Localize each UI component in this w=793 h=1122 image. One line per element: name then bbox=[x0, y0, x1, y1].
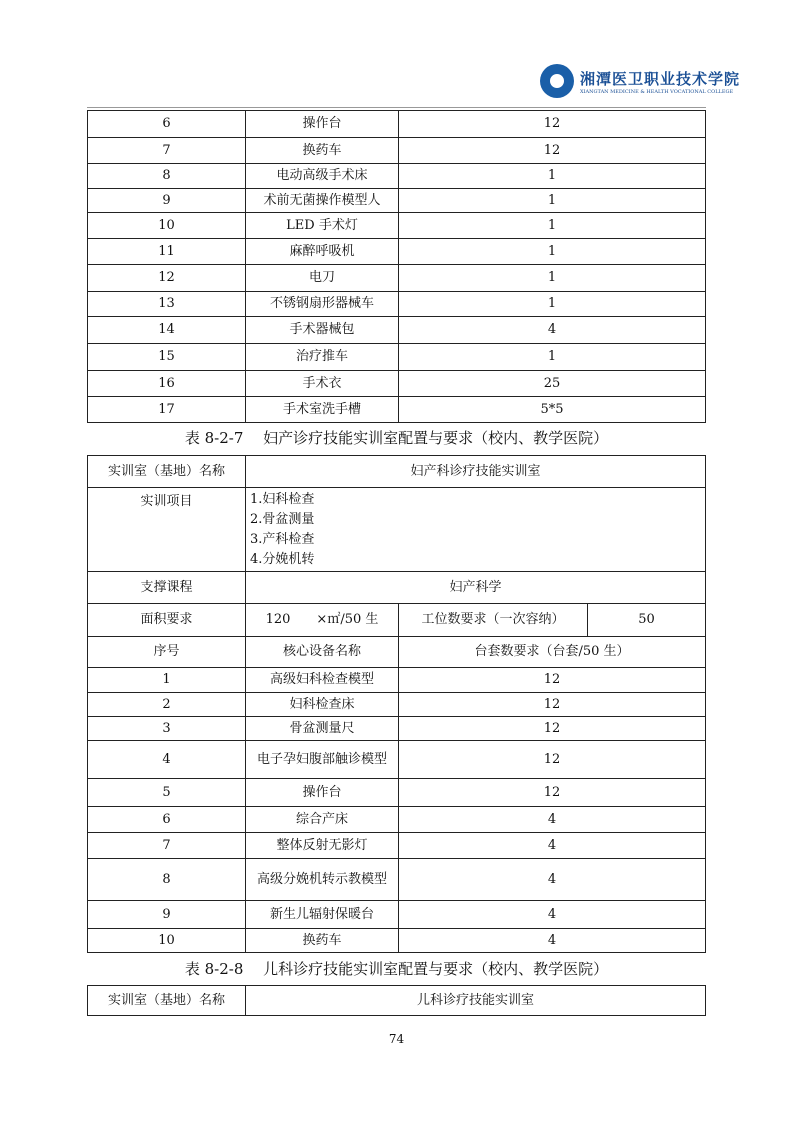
table-row bbox=[88, 901, 706, 929]
room-value: 儿科诊疗技能实训室 bbox=[246, 986, 706, 1016]
equipment-name: 换药车 bbox=[246, 929, 399, 953]
equipment-name: 整体反射无影灯 bbox=[246, 833, 399, 859]
project-item: 3.产科检查 bbox=[250, 531, 315, 547]
table-caption-8-2-8: 表 8-2-8 儿科诊疗技能实训室配置与要求（校内、教学医院） bbox=[184, 960, 609, 978]
table-caption-8-2-7: 表 8-2-7 妇产诊疗技能实训室配置与要求（校内、教学医院） bbox=[184, 429, 609, 447]
equipment-table-continued bbox=[87, 110, 706, 423]
pediatrics-lab-table bbox=[87, 985, 706, 1016]
quantity: 1 bbox=[399, 189, 706, 213]
table-row bbox=[88, 807, 706, 833]
project-item: 1.妇科检查 bbox=[250, 491, 315, 507]
area-label: 面积要求 bbox=[88, 604, 246, 637]
equipment-name: 电动高级手术床 bbox=[246, 164, 399, 189]
table-row bbox=[88, 668, 706, 693]
index: 4 bbox=[88, 741, 246, 779]
col-header-index: 序号 bbox=[88, 637, 246, 668]
quantity: 1 bbox=[399, 239, 706, 265]
table-row bbox=[88, 317, 706, 344]
quantity: 4 bbox=[399, 929, 706, 953]
table-row bbox=[88, 239, 706, 265]
area-value: 120 ×㎡/50 生 bbox=[246, 604, 399, 637]
station-label: 工位数要求（一次容纳） bbox=[399, 604, 588, 637]
index: 17 bbox=[88, 397, 246, 423]
equipment-name: 术前无菌操作模型人 bbox=[246, 189, 399, 213]
quantity: 1 bbox=[399, 292, 706, 317]
quantity: 4 bbox=[399, 901, 706, 929]
project-list bbox=[246, 488, 706, 572]
index: 10 bbox=[88, 929, 246, 953]
equipment-name: 治疗推车 bbox=[246, 344, 399, 371]
course-label: 支撑课程 bbox=[88, 572, 246, 604]
col-header-name: 核心设备名称 bbox=[246, 637, 399, 668]
equipment-name: 骨盆测量尺 bbox=[246, 717, 399, 741]
equipment-name: 高级妇科检查模型 bbox=[246, 668, 399, 693]
equipment-name: 高级分娩机转示教模型 bbox=[246, 859, 399, 901]
quantity: 5*5 bbox=[399, 397, 706, 423]
header-rule bbox=[87, 107, 706, 108]
equipment-name: 综合产床 bbox=[246, 807, 399, 833]
quantity: 12 bbox=[399, 111, 706, 138]
table-row bbox=[88, 717, 706, 741]
equipment-name: 麻醉呼吸机 bbox=[246, 239, 399, 265]
index: 10 bbox=[88, 213, 246, 239]
index: 8 bbox=[88, 859, 246, 901]
equipment-name: 妇科检查床 bbox=[246, 693, 399, 717]
equipment-name: 手术器械包 bbox=[246, 317, 399, 344]
college-logo bbox=[540, 64, 740, 98]
quantity: 12 bbox=[399, 693, 706, 717]
equipment-name: 换药车 bbox=[246, 138, 399, 164]
obstetrics-lab-table bbox=[87, 455, 706, 953]
index: 16 bbox=[88, 371, 246, 397]
index: 9 bbox=[88, 189, 246, 213]
table-row bbox=[88, 213, 706, 239]
equipment-name: 电刀 bbox=[246, 265, 399, 292]
quantity: 1 bbox=[399, 213, 706, 239]
equipment-name: 手术衣 bbox=[246, 371, 399, 397]
table-row bbox=[88, 397, 706, 423]
room-value: 妇产科诊疗技能实训室 bbox=[246, 456, 706, 488]
equipment-name: 操作台 bbox=[246, 779, 399, 807]
table-row bbox=[88, 929, 706, 953]
project-item: 2.骨盆测量 bbox=[250, 511, 315, 527]
index: 13 bbox=[88, 292, 246, 317]
index: 9 bbox=[88, 901, 246, 929]
page-number: 74 bbox=[388, 1032, 405, 1046]
index: 8 bbox=[88, 164, 246, 189]
index: 2 bbox=[88, 693, 246, 717]
table-row bbox=[88, 741, 706, 779]
course-value: 妇产科学 bbox=[246, 572, 706, 604]
room-label: 实训室（基地）名称 bbox=[88, 986, 246, 1016]
quantity: 12 bbox=[399, 138, 706, 164]
table-row bbox=[88, 344, 706, 371]
table-row bbox=[88, 138, 706, 164]
table-row bbox=[88, 111, 706, 138]
index: 14 bbox=[88, 317, 246, 344]
equipment-name: 新生儿辐射保暖台 bbox=[246, 901, 399, 929]
quantity: 12 bbox=[399, 668, 706, 693]
index: 15 bbox=[88, 344, 246, 371]
index: 7 bbox=[88, 833, 246, 859]
quantity: 4 bbox=[399, 317, 706, 344]
col-header-quantity: 台套数要求（台套/50 生） bbox=[399, 637, 706, 668]
college-emblem-icon bbox=[540, 64, 574, 98]
table-row bbox=[88, 164, 706, 189]
equipment-name: LED 手术灯 bbox=[246, 213, 399, 239]
quantity: 4 bbox=[399, 833, 706, 859]
quantity: 1 bbox=[399, 164, 706, 189]
equipment-name: 电子孕妇腹部触诊模型 bbox=[246, 741, 399, 779]
project-label: 实训项目 bbox=[88, 488, 246, 572]
quantity: 12 bbox=[399, 741, 706, 779]
logo-en: XIANGTAN MEDICINE & HEALTH VOCATIONAL COLLEGE bbox=[580, 88, 734, 95]
quantity: 25 bbox=[399, 371, 706, 397]
equipment-name: 手术室洗手槽 bbox=[246, 397, 399, 423]
room-label: 实训室（基地）名称 bbox=[88, 456, 246, 488]
table-row bbox=[88, 693, 706, 717]
table-row bbox=[88, 371, 706, 397]
table-row bbox=[88, 189, 706, 213]
equipment-name: 不锈钢扇形器械车 bbox=[246, 292, 399, 317]
table-row bbox=[88, 859, 706, 901]
index: 1 bbox=[88, 668, 246, 693]
index: 6 bbox=[88, 807, 246, 833]
index: 7 bbox=[88, 138, 246, 164]
quantity: 1 bbox=[399, 265, 706, 292]
table-row bbox=[88, 265, 706, 292]
index: 5 bbox=[88, 779, 246, 807]
table-row bbox=[88, 779, 706, 807]
quantity: 1 bbox=[399, 344, 706, 371]
index: 6 bbox=[88, 111, 246, 138]
logo-cn: 湘潭医卫职业技术学院 bbox=[580, 69, 741, 88]
quantity: 4 bbox=[399, 859, 706, 901]
quantity: 12 bbox=[399, 717, 706, 741]
index: 11 bbox=[88, 239, 246, 265]
station-value: 50 bbox=[588, 604, 706, 637]
project-item: 4.分娩机转 bbox=[250, 551, 315, 567]
index: 12 bbox=[88, 265, 246, 292]
table-row bbox=[88, 833, 706, 859]
index: 3 bbox=[88, 717, 246, 741]
quantity: 12 bbox=[399, 779, 706, 807]
quantity: 4 bbox=[399, 807, 706, 833]
table-row bbox=[88, 292, 706, 317]
equipment-name: 操作台 bbox=[246, 111, 399, 138]
